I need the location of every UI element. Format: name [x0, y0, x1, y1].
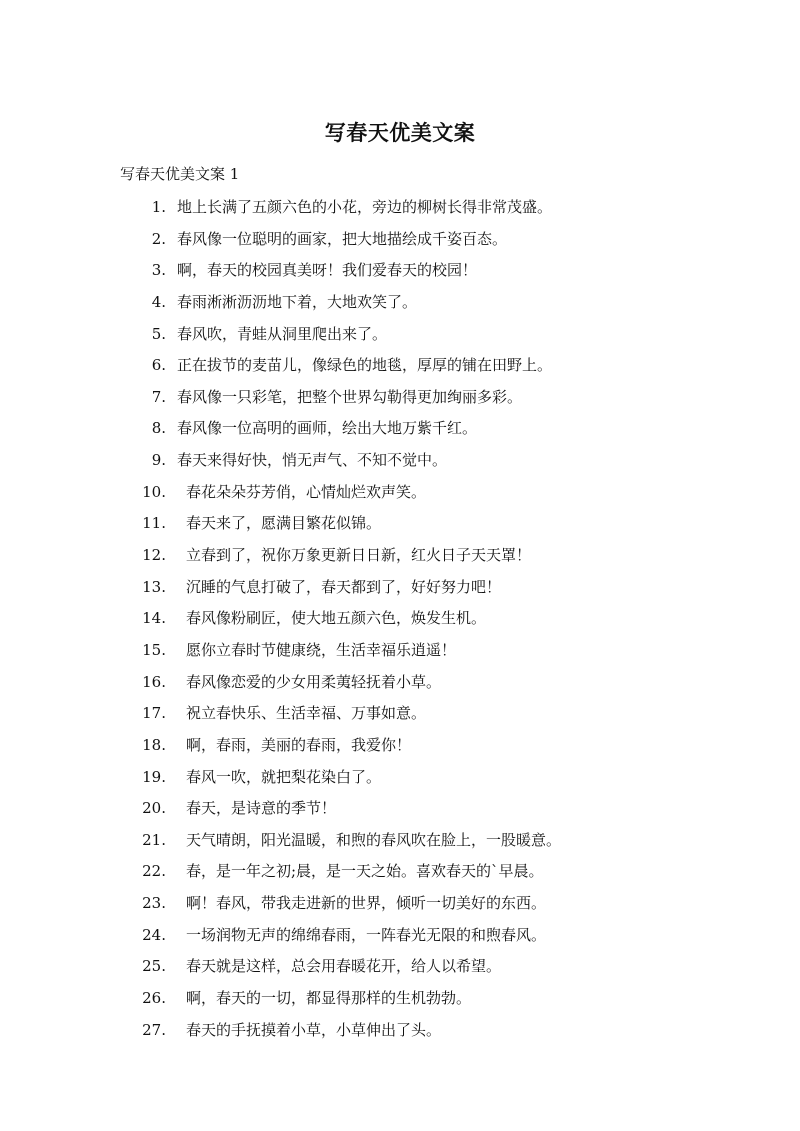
list-item-text: 啊，春雨，美丽的春雨，我爱你！ [186, 735, 412, 754]
list-item-number: 14. [142, 609, 166, 628]
list-item-text: 春风一吹，就把梨花染白了。 [186, 767, 382, 786]
list-item-text: 天气晴朗，阳光温暖，和煦的春风吹在脸上，一股暖意。 [186, 830, 562, 849]
list-item-number: 2. [151, 229, 166, 248]
list-item-number: 3. [151, 261, 166, 280]
list-item-text: 立春到了，祝你万象更新日日新，红火日子天天罩！ [186, 546, 532, 565]
list-item [0, 480, 800, 512]
list-item [0, 195, 800, 227]
list-item-text: 祝立春快乐、生活幸福、万事如意。 [186, 704, 427, 723]
list-item-text: 春风像粉刷匠，使大地五颜六色，焕发生机。 [186, 609, 487, 628]
list-item-text: 春风像一只彩笔，把整个世界勾勒得更加绚丽多彩。 [177, 387, 523, 406]
list-item-number: 9. [151, 451, 166, 470]
list-item [0, 258, 800, 290]
list-item-number: 6. [151, 356, 166, 375]
list-item [0, 322, 800, 354]
list-item [0, 416, 800, 448]
list-item [0, 227, 800, 259]
list-item-number: 4. [151, 292, 166, 311]
list-item-text: 啊，春天的校园真美呀！我们爱春天的校园！ [177, 261, 478, 280]
list-item-text: 春天，是诗意的季节！ [186, 799, 337, 818]
numbered-list [0, 195, 800, 1049]
list-item-number: 13. [142, 577, 166, 596]
list-item-number: 20. [142, 799, 166, 818]
list-item-text: 啊，春天的一切，都显得那样的生机勃勃。 [186, 989, 472, 1008]
list-item-text: 愿你立春时节健康绕，生活幸福乐逍遥！ [186, 640, 457, 659]
list-item [0, 448, 800, 480]
list-item-number: 11. [142, 514, 166, 533]
list-item-number: 25. [142, 957, 166, 976]
list-item [0, 670, 800, 702]
list-item-text: 沉睡的气息打破了，春天都到了，好好努力吧！ [186, 577, 502, 596]
list-item-text: 春天来得好快，悄无声气、不知不觉中。 [177, 451, 448, 470]
list-item [0, 859, 800, 891]
document-title: 写春天优美文案 [324, 121, 476, 145]
list-item [0, 986, 800, 1018]
list-item [0, 954, 800, 986]
section-heading: 写春天优美文案 1 [120, 165, 240, 183]
list-item-text: 春风像一位聪明的画家，把大地描绘成千姿百态。 [177, 229, 508, 248]
list-item-number: 10. [142, 482, 166, 501]
list-item [0, 923, 800, 955]
list-item [0, 511, 800, 543]
list-item-number: 24. [142, 925, 166, 944]
list-item-number: 17. [142, 704, 166, 723]
list-item [0, 575, 800, 607]
list-item-number: 15. [142, 640, 166, 659]
list-item-number: 1. [151, 198, 166, 216]
list-item-number: 12. [142, 546, 166, 565]
list-item-text: 春天来了，愿满目繁花似锦。 [186, 514, 382, 533]
list-item-text: 春风吹，青蛙从洞里爬出来了。 [177, 324, 388, 343]
list-item-text: 春花朵朵芬芳俏，心情灿烂欢声笑。 [186, 482, 427, 501]
list-item-number: 8. [151, 419, 166, 438]
list-item [0, 701, 800, 733]
list-item-number: 26. [142, 989, 166, 1008]
list-item-text: 春风像一位高明的画师，绘出大地万紫千红。 [177, 419, 478, 438]
list-item-text: 春天就是这样，总会用春暖花开，给人以希望。 [186, 957, 502, 976]
list-item-number: 5. [151, 324, 166, 343]
list-item [0, 891, 800, 923]
list-item-text: 春风像恋爱的少女用柔荑轻抚着小草。 [186, 672, 442, 691]
list-item [0, 385, 800, 417]
list-item-text: 春雨淅淅沥沥地下着，大地欢笑了。 [177, 292, 418, 311]
list-item [0, 638, 800, 670]
list-item-number: 22. [142, 862, 166, 881]
list-item-number: 23. [142, 894, 166, 913]
list-item-text: 春，是一年之初;晨，是一天之始。喜欢春天的`早晨。 [186, 862, 544, 881]
list-item [0, 353, 800, 385]
list-item [0, 828, 800, 860]
list-item-text: 一场润物无声的绵绵春雨，一阵春光无限的和煦春风。 [186, 925, 547, 944]
list-item [0, 606, 800, 638]
list-item-text: 春天的手抚摸着小草，小草伸出了头。 [186, 1020, 442, 1039]
list-item-number: 18. [142, 735, 166, 754]
list-item-text: 啊！春风，带我走进新的世界，倾听一切美好的东西。 [186, 894, 547, 913]
list-item-number: 19. [142, 767, 166, 786]
list-item-text: 正在拔节的麦苗儿，像绿色的地毯，厚厚的铺在田野上。 [177, 356, 553, 375]
list-item-number: 27. [142, 1020, 166, 1039]
list-item [0, 765, 800, 797]
list-item [0, 796, 800, 828]
list-item [0, 1018, 800, 1050]
list-item [0, 290, 800, 322]
list-item [0, 733, 800, 765]
list-item-text: 地上长满了五颜六色的小花，旁边的柳树长得非常茂盛。 [177, 198, 553, 216]
list-item-number: 21. [142, 830, 166, 849]
list-item-number: 7. [151, 387, 166, 406]
list-item [0, 543, 800, 575]
list-item-number: 16. [142, 672, 166, 691]
